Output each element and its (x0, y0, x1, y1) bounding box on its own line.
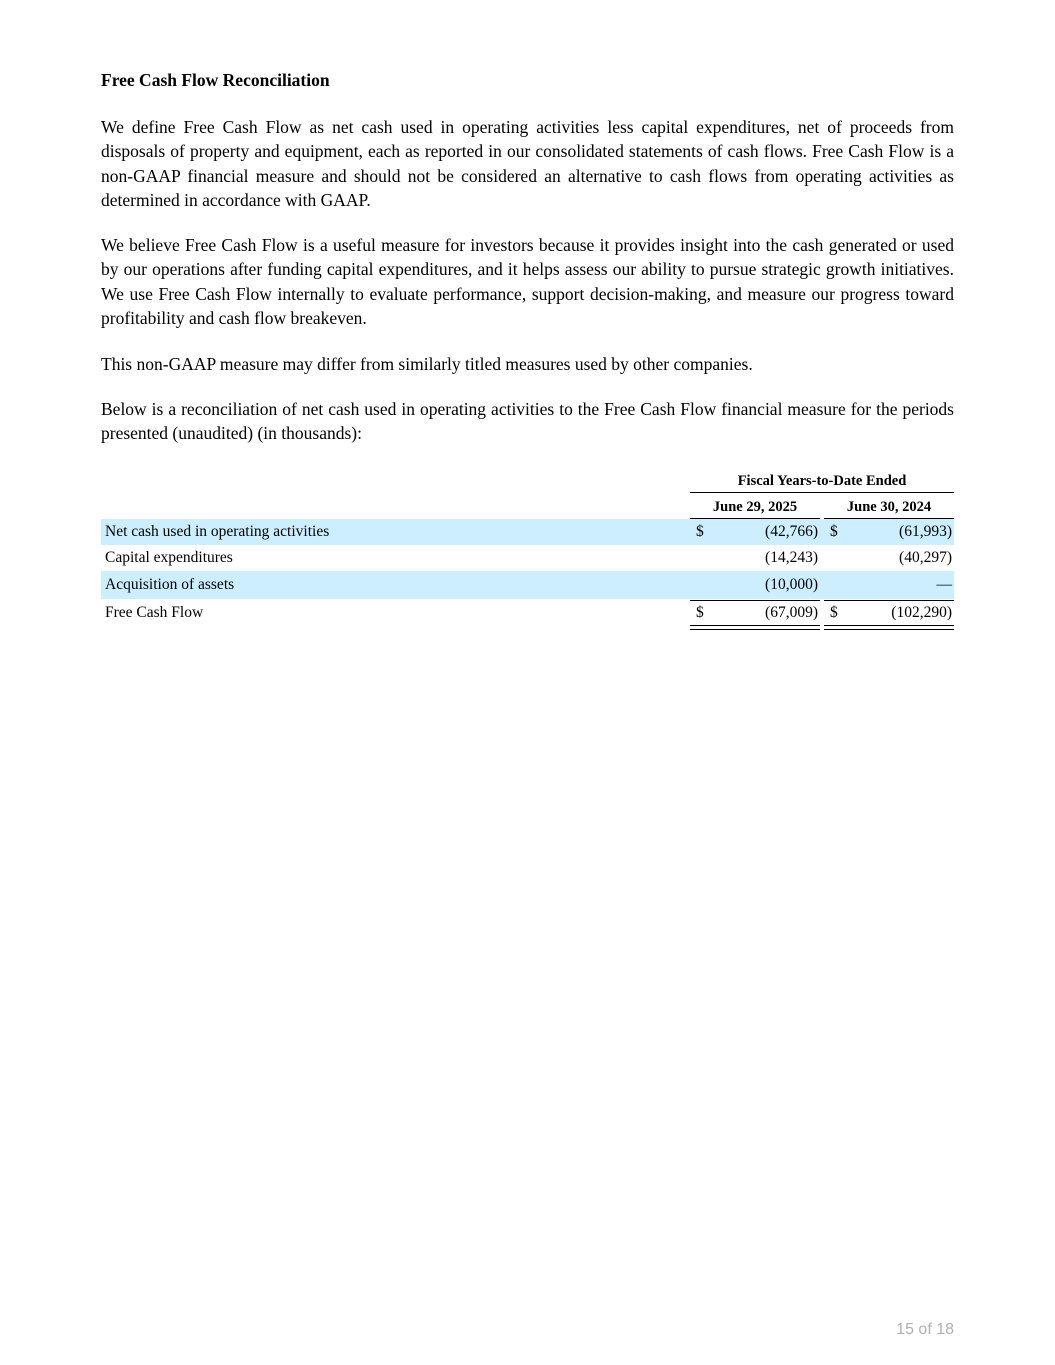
value-2025: (14,243) (765, 549, 818, 566)
currency-symbol: $ (696, 604, 704, 621)
value-2025: (42,766) (765, 523, 818, 540)
paragraph-reconciliation-intro: Below is a reconciliation of net cash used in operating activities to the Free Cash Flow financial measure for the periods presented (unaudited) (in thousands): (101, 399, 954, 444)
paragraph-disclaimer: This non-GAAP measure may differ from similarly titled measures used by other companies. (101, 354, 753, 374)
table-row-free-cash-flow (101, 600, 954, 626)
value-2024: (102,290) (891, 604, 952, 621)
table-row-acquisition-of-assets (101, 571, 954, 599)
section-heading: Free Cash Flow Reconciliation (101, 70, 330, 90)
column-header-2025: June 29, 2025 (690, 496, 820, 519)
total-double-rule (824, 625, 954, 630)
value-2024: (40,297) (899, 549, 952, 566)
paragraph-definition: We define Free Cash Flow as net cash used in operating activities less capital expenditures, net of proceeds from disposals of property and equipment, each as reported in our consolidated statements of cash flows. Free Cash Flow is a non-GAAP financial measure and should not be considered an alternative to cash flows from operating activities as determined in accordance with GAAP. (101, 117, 954, 210)
column-header-2024: June 30, 2024 (824, 496, 954, 519)
row-label: Capital expenditures (105, 549, 233, 566)
row-label: Free Cash Flow (105, 604, 204, 621)
currency-symbol: $ (696, 523, 704, 540)
currency-symbol: $ (830, 523, 838, 540)
value-2025: (67,009) (765, 604, 818, 621)
total-double-rule (690, 625, 820, 630)
page-number: 15 of 18 (896, 1321, 954, 1338)
value-2024: — (936, 576, 952, 593)
paragraph-usefulness: We believe Free Cash Flow is a useful measure for investors because it provides insight into the cash generated or used by our operations after funding capital expenditures, and it helps assess our ability to pursue strategic growth initiatives. We use Free Cash Flow internally to evaluate performance, support decision-making, and measure our progress toward profitability and cash flow breakeven. (101, 235, 954, 328)
row-label: Net cash used in operating activities (105, 523, 330, 540)
table-row-net-cash-operating (101, 519, 954, 545)
table-row-capital-expenditures (101, 545, 954, 571)
row-label: Acquisition of assets (105, 576, 235, 593)
table-span-header: Fiscal Years-to-Date Ended (690, 470, 954, 493)
value-2025: (10,000) (765, 576, 818, 593)
currency-symbol: $ (830, 604, 838, 621)
value-2024: (61,993) (899, 523, 952, 540)
